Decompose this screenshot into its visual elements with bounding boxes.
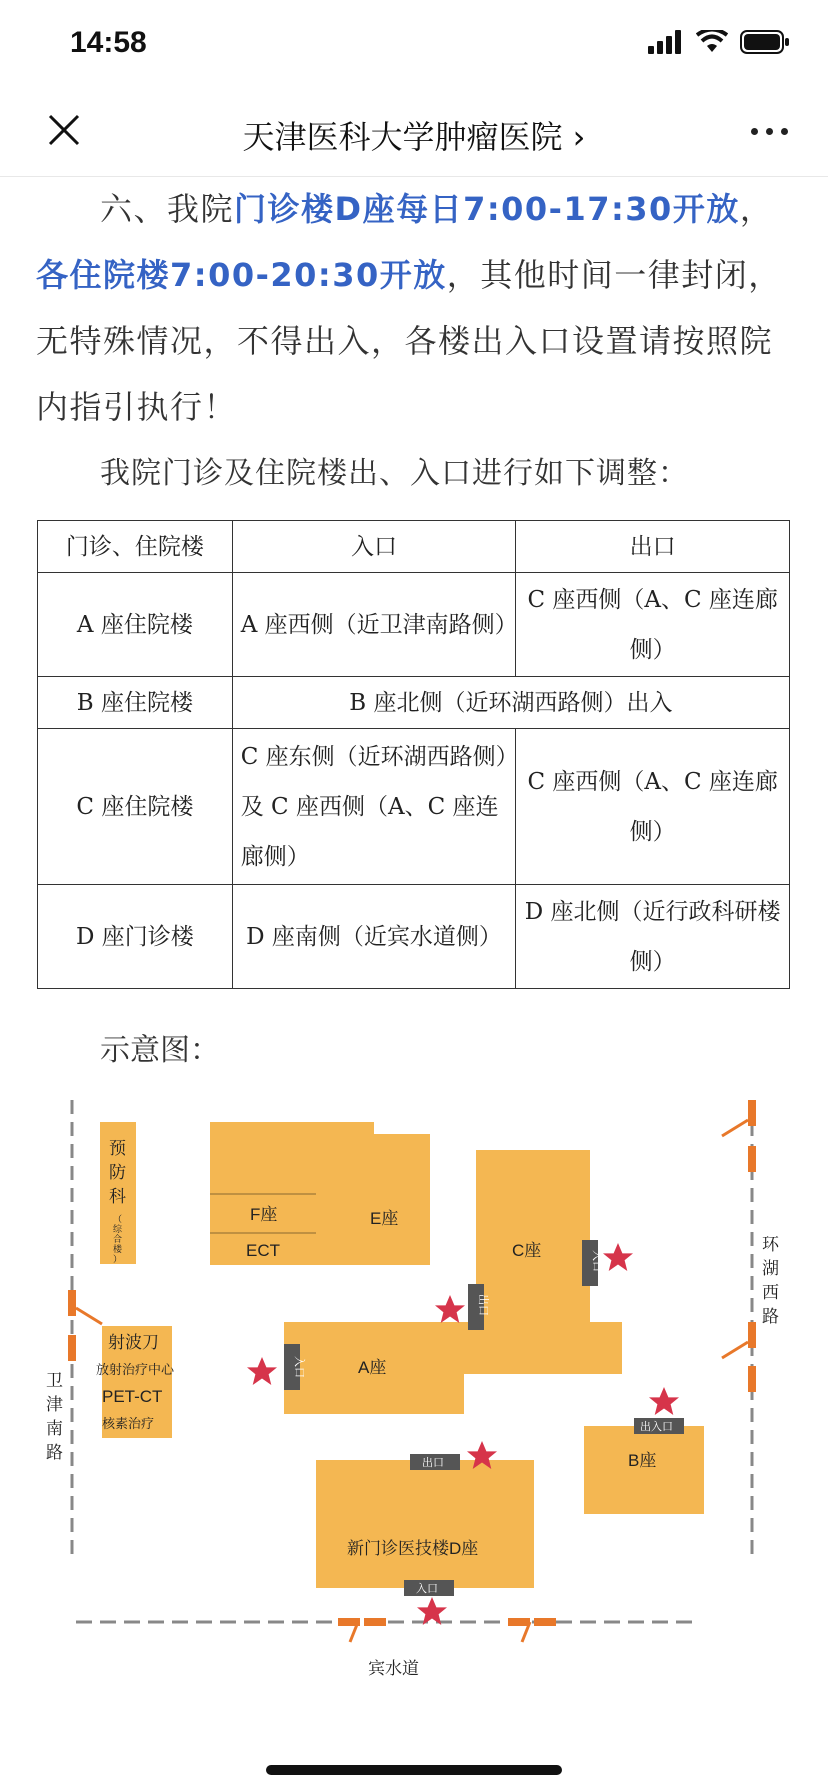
road-label-char: 西 <box>762 1283 779 1302</box>
status-bar <box>0 0 828 90</box>
d-building-label: 新门诊医技楼D座 <box>347 1539 479 1558</box>
south-road-label: 宾水道 <box>368 1659 419 1678</box>
inpatient-hours-highlight: 各住院楼7:00-20:30开放 <box>36 256 447 294</box>
star-marker-icon <box>435 1295 465 1323</box>
cyberknife-label: 射波刀 <box>108 1333 159 1352</box>
para-separator: ， <box>739 190 774 228</box>
table-row <box>38 677 790 729</box>
exit-cell: C 座西侧（A、C 座连廊侧） <box>516 729 790 885</box>
campus-map <box>40 1090 800 1690</box>
table-row <box>38 573 790 677</box>
table-header-row <box>38 521 790 573</box>
building-cell: A 座住院楼 <box>38 573 233 677</box>
para-prefix: 六、我院 <box>100 190 235 228</box>
table-row <box>38 885 790 989</box>
road-gate-marker <box>508 1618 530 1626</box>
building-cell: B 座住院楼 <box>38 677 233 729</box>
exit-cell: C 座西侧（A、C 座连廊侧） <box>516 573 790 677</box>
entrance-exit-table <box>37 520 790 989</box>
entrance-exit-tag-label: 出入口 <box>640 1421 673 1433</box>
entrance-cell: A 座西侧（近卫津南路侧） <box>232 573 516 677</box>
outpatient-hours-highlight: 门诊楼D座每日7:00-17:30开放 <box>234 190 740 228</box>
entrance-exit-merged-cell: B 座北侧（近环湖西路侧）出入 <box>232 677 789 729</box>
label-char: （ <box>113 1214 123 1224</box>
road-label-char: 路 <box>46 1443 63 1462</box>
dot-icon <box>781 128 788 135</box>
road-label-char: 津 <box>46 1395 63 1414</box>
radiation-center-label: 放射治疗中心 <box>96 1362 175 1377</box>
road-label-char: 南 <box>46 1419 63 1438</box>
table-header-cell: 门诊、住院楼 <box>38 521 233 573</box>
star-marker-icon <box>603 1243 633 1271</box>
road-gate-marker <box>534 1618 556 1626</box>
ect-label: ECT <box>246 1241 280 1260</box>
road-gate-marker <box>748 1366 756 1392</box>
west-road-label <box>46 1371 68 1462</box>
b-building-label: B座 <box>628 1451 657 1470</box>
entrance-cell: C 座东侧（近环湖西路侧）及 C 座西侧（A、C 座连廊侧） <box>232 729 516 885</box>
star-marker-icon <box>247 1357 277 1385</box>
building-cell: C 座住院楼 <box>38 729 233 885</box>
exit-cell: D 座北侧（近行政科研楼侧） <box>516 885 790 989</box>
road-label-char: 路 <box>762 1307 779 1326</box>
table-header-cell: 出口 <box>516 521 790 573</box>
f-building-label: F座 <box>250 1205 278 1224</box>
home-indicator[interactable] <box>266 1765 562 1775</box>
label-char: 防 <box>109 1163 126 1182</box>
road-gate-marker <box>748 1100 756 1126</box>
a-building-label: A座 <box>358 1358 387 1377</box>
table-row <box>38 729 790 885</box>
e-building-label: E座 <box>370 1209 399 1228</box>
para-rest: ，其他时间一律封闭，无特殊情况，不得出入，各楼出入口设置请按照院内指引执行！ <box>36 256 782 426</box>
battery-icon <box>740 30 790 54</box>
label-char: 综 <box>113 1224 123 1234</box>
diagram-caption: 示意图： <box>100 1033 220 1068</box>
label-char: 合 <box>113 1234 123 1244</box>
d-building <box>316 1460 534 1588</box>
wifi-icon <box>696 30 728 54</box>
account-title-link[interactable]: 天津医科大学肿瘤医院 › <box>242 118 586 156</box>
section-subheading: 我院门诊及住院楼出、入口进行如下调整： <box>100 456 689 491</box>
dot-icon <box>766 128 773 135</box>
notice-paragraph <box>36 176 792 440</box>
entrance-tag-label: 入口 <box>591 1250 603 1272</box>
cellular-signal-icon <box>648 30 684 54</box>
label-char: 楼 <box>113 1244 123 1254</box>
road-gate-marker <box>68 1290 76 1316</box>
road-gate-marker <box>722 1342 748 1358</box>
road-gate-marker <box>748 1322 756 1348</box>
exit-tag-label: 出口 <box>422 1457 444 1469</box>
table-header-cell: 入口 <box>232 521 516 573</box>
road-gate-marker <box>722 1120 748 1136</box>
more-options-button[interactable] <box>751 128 788 135</box>
star-marker-icon <box>649 1387 679 1415</box>
road-label-char: 卫 <box>46 1371 63 1390</box>
label-char: ） <box>113 1254 123 1264</box>
exit-tag-label: 出口 <box>477 1294 489 1316</box>
entrance-cell: D 座南侧（近宾水道侧） <box>232 885 516 989</box>
status-icons <box>648 30 790 54</box>
nav-bar <box>0 90 828 177</box>
road-gate-marker <box>76 1308 102 1324</box>
dot-icon <box>751 128 758 135</box>
road-label-char: 环 <box>762 1235 779 1254</box>
close-icon[interactable] <box>44 110 84 150</box>
road-gate-marker <box>68 1335 76 1361</box>
nuclear-therapy-label: 核素治疗 <box>102 1416 155 1431</box>
status-time: 14:58 <box>70 26 147 59</box>
road-gate-marker <box>748 1146 756 1172</box>
entrance-tag-label: 入口 <box>293 1356 305 1378</box>
c-building-label: C座 <box>512 1241 542 1260</box>
road-label-char: 湖 <box>762 1259 779 1278</box>
petct-label: PET-CT <box>102 1387 163 1406</box>
label-char: 科 <box>109 1187 126 1206</box>
entrance-tag-label: 入口 <box>416 1583 438 1595</box>
east-road-label <box>762 1235 784 1326</box>
road-gate-marker <box>364 1618 386 1626</box>
b-building <box>584 1426 704 1514</box>
building-cell: D 座门诊楼 <box>38 885 233 989</box>
label-char: 预 <box>109 1139 126 1158</box>
